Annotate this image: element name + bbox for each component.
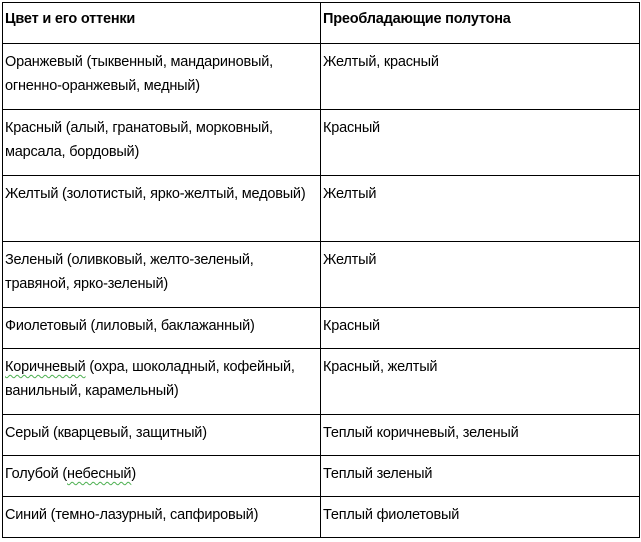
header-color: Цвет и его оттенки <box>3 3 321 44</box>
cell-undertones: Желтый <box>321 242 640 308</box>
table-header-row <box>3 3 640 44</box>
table-row <box>3 242 640 308</box>
cell-color <box>3 308 321 349</box>
cell-color <box>3 415 321 456</box>
cell-color <box>3 176 321 242</box>
table-row <box>3 44 640 110</box>
table-row <box>3 415 640 456</box>
cell-color <box>3 110 321 176</box>
table-row <box>3 456 640 497</box>
color-name: Синий <box>5 507 47 523</box>
color-shades: (алый, гранатовый, морковный, марсала, бордовый) <box>5 120 273 160</box>
table-row <box>3 349 640 415</box>
color-shades: (золотистый, ярко-желтый, медовый) <box>58 186 306 202</box>
cell-color <box>3 44 321 110</box>
color-shades: (лиловый, баклажанный) <box>86 318 255 334</box>
color-shade-misspelled: небесный <box>67 466 132 482</box>
table-row <box>3 308 640 349</box>
cell-undertones: Красный <box>321 110 640 176</box>
color-name: Голубой ( <box>5 466 68 482</box>
cell-color <box>3 349 321 415</box>
cell-undertones: Желтый, красный <box>321 44 640 110</box>
color-name: Красный <box>5 120 62 136</box>
table-row <box>3 497 640 538</box>
color-name: Серый <box>5 425 50 441</box>
colors-undertones-table <box>2 2 640 538</box>
table-row <box>3 110 640 176</box>
color-shades: ) <box>131 466 136 482</box>
color-name: Фиолетовый <box>5 318 87 334</box>
color-name: Зеленый <box>5 252 63 268</box>
color-shades: (охра, шоколадный, кофейный, ванильный, карамельный) <box>5 359 295 399</box>
color-name: Оранжевый <box>5 54 83 70</box>
cell-color <box>3 242 321 308</box>
color-name: Коричневый <box>5 359 86 375</box>
cell-undertones: Красный <box>321 308 640 349</box>
cell-color <box>3 497 321 538</box>
cell-color <box>3 456 321 497</box>
table-row <box>3 176 640 242</box>
cell-undertones: Желтый <box>321 176 640 242</box>
header-undertones: Преобладающие полутона <box>321 3 640 44</box>
cell-undertones: Теплый коричневый, зеленый <box>321 415 640 456</box>
cell-undertones: Теплый фиолетовый <box>321 497 640 538</box>
color-shades: (оливковый, желто-зеленый, травяной, ярко-зеленый) <box>5 252 254 292</box>
color-shades: (темно-лазурный, сапфировый) <box>46 507 259 523</box>
color-shades: (кварцевый, защитный) <box>49 425 207 441</box>
cell-undertones: Красный, желтый <box>321 349 640 415</box>
cell-undertones: Теплый зеленый <box>321 456 640 497</box>
color-name: Желтый <box>5 186 59 202</box>
color-shades: (тыквенный, мандариновый, огненно-оранжевый, медный) <box>5 54 273 94</box>
